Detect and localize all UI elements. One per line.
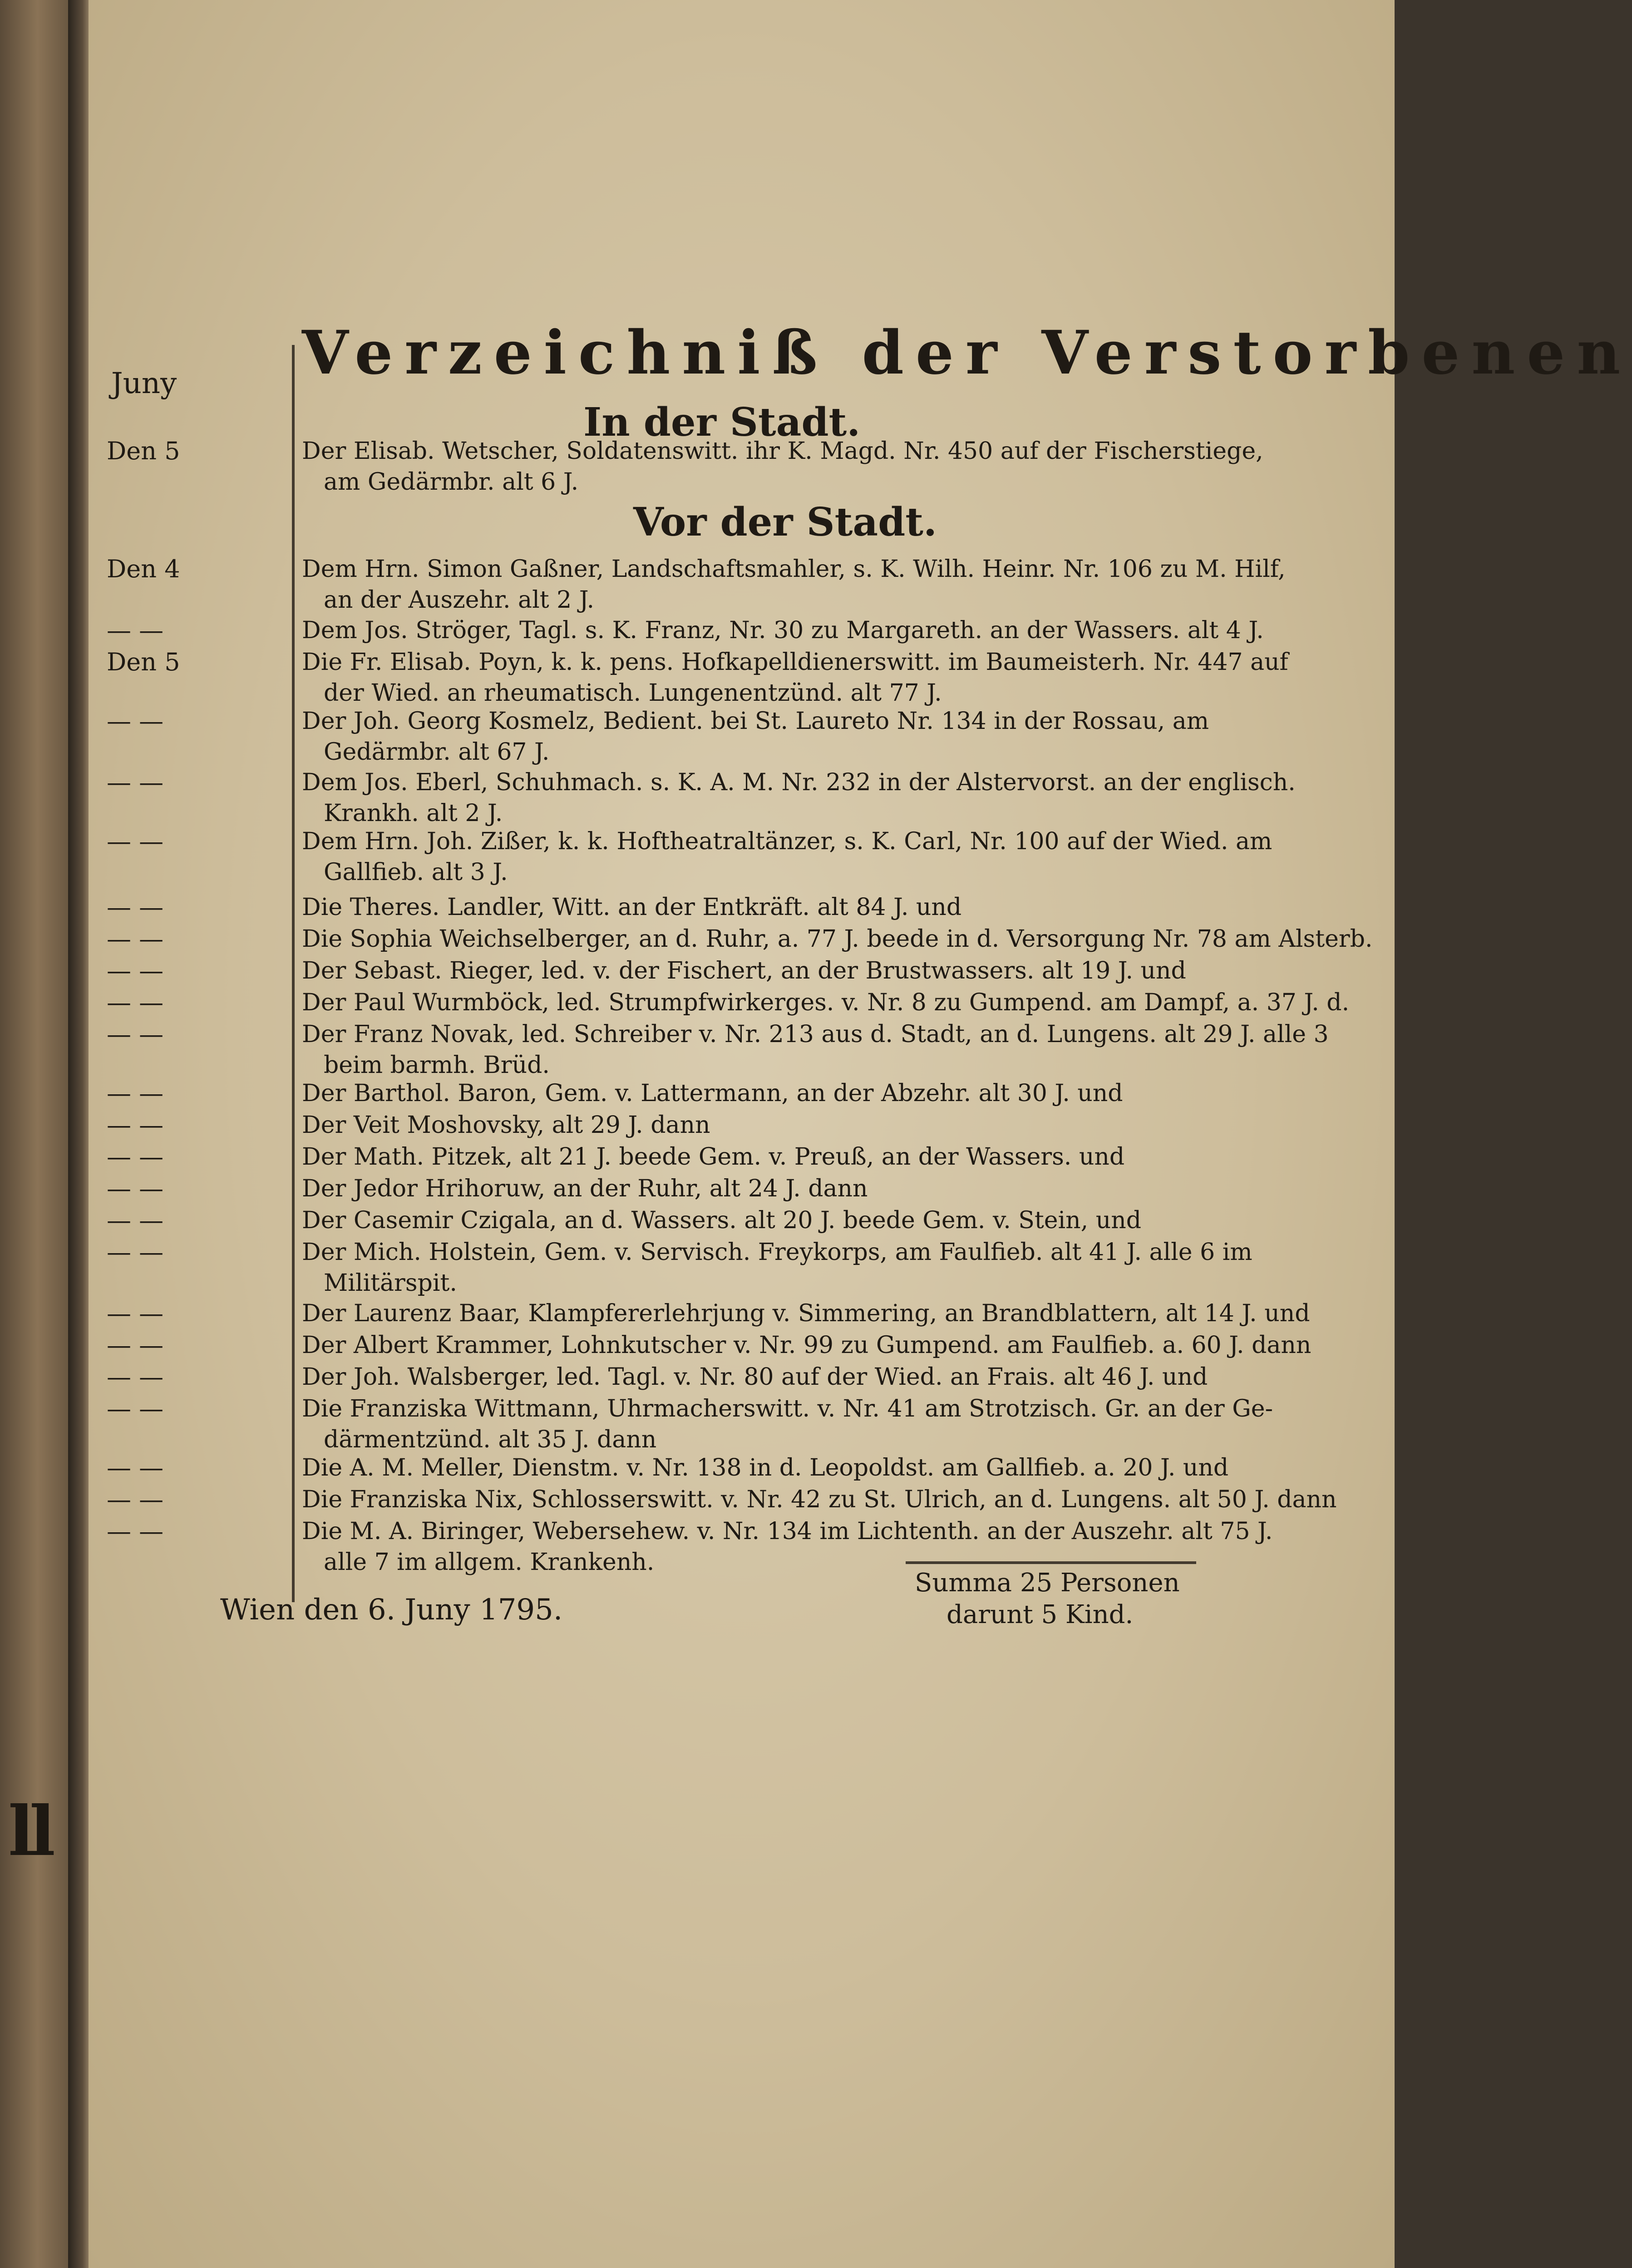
entry-day-note: — —	[107, 1238, 164, 1266]
register-entry	[302, 554, 1286, 615]
entry-line: Die M. A. Biringer, Webersehew. v. Nr. 134 im Lichtenth. an der Auszehr. alt 75 J.	[302, 1518, 1273, 1545]
entry-line: Krankh. alt 2 J.	[324, 800, 503, 827]
entry-day-note: — —	[107, 1142, 164, 1171]
entry-line: Der Joh. Walsberger, led. Tagl. v. Nr. 80 auf der Wied. an Frais. alt 46 J. und	[302, 1363, 1208, 1391]
entry-line: Der Elisab. Wetscher, Soldatenswitt. ihr K. Magd. Nr. 450 auf der Fischerstiege,	[302, 438, 1263, 465]
entry-day-note: — —	[107, 1331, 164, 1359]
entry-day-note: — —	[107, 1299, 164, 1328]
section-heading-suburbs: Vor der Stadt.	[633, 499, 937, 545]
entry-line: Der Paul Wurmböck, led. Strumpfwirkerges. v. Nr. 8 zu Gumpend. am Dampf, a. 37 J. d.	[302, 989, 1350, 1016]
register-entry	[302, 955, 1264, 986]
entry-day-note: — —	[107, 1363, 164, 1391]
register-entry	[302, 826, 1272, 888]
book-gutter	[68, 0, 89, 2268]
register-entry	[302, 1141, 1264, 1172]
entry-line: Die A. M. Meller, Dienstm. v. Nr. 138 in d. Leopoldst. am Gallfieb. a. 20 J. und	[302, 1454, 1229, 1481]
month-label: Juny	[111, 367, 177, 400]
entry-day-note: — —	[107, 1394, 164, 1423]
entry-line: Gallfieb. alt 3 J.	[324, 859, 508, 886]
register-entry	[302, 1019, 1329, 1081]
entry-day-note: — —	[107, 616, 164, 644]
place-date: Wien den 6. Juny 1795.	[220, 1593, 563, 1627]
entry-line: Der Veit Moshovsky, alt 29 J. dann	[302, 1112, 710, 1139]
entry-line: Der Barthol. Baron, Gem. v. Lattermann, an der Abzehr. alt 30 J. und	[302, 1080, 1123, 1107]
entry-line: beim barmh. Brüd.	[324, 1052, 550, 1079]
register-entry	[302, 1298, 1310, 1329]
entry-line: Der Casemir Czigala, an d. Wassers. alt 20 J. beede Gem. v. Stein, und	[302, 1207, 1141, 1234]
entry-line: Die Theres. Landler, Witt. an der Entkräft. alt 84 J. und	[302, 894, 962, 921]
entry-line: Der Franz Novak, led. Schreiber v. Nr. 213 aus d. Stadt, an d. Lungens. alt 29 J. alle 3	[302, 1021, 1329, 1048]
entry-day-note: Den 5	[107, 648, 180, 676]
entry-line: Der Math. Pitzek, alt 21 J. beede Gem. v. Preuß, an der Wassers. und	[302, 1143, 1125, 1171]
entry-day-note: — —	[107, 988, 164, 1017]
entry-day-note: Den 5	[107, 437, 180, 465]
register-entry	[302, 1078, 1264, 1109]
entry-day-note: — —	[107, 827, 164, 856]
summary-total: Summa 25 Personen	[915, 1568, 1180, 1598]
entry-line: an der Auszehr. alt 2 J.	[324, 586, 595, 614]
register-entry	[302, 1330, 1312, 1361]
entry-line: Die Franziska Nix, Schlosserswitt. v. Nr. 42 zu St. Ulrich, an d. Lungens. alt 50 J. dann	[302, 1486, 1337, 1513]
entry-line: Der Laurenz Baar, Klampfererlehrjung v. Simmering, an Brandblattern, alt 14 J. und	[302, 1300, 1310, 1327]
entry-day-note: — —	[107, 707, 164, 735]
section-heading-city: In der Stadt.	[583, 399, 861, 445]
entry-day-note: — —	[107, 1485, 164, 1514]
entry-line: Militärspit.	[324, 1269, 457, 1297]
register-entry	[302, 1452, 1264, 1483]
register-entry	[302, 767, 1296, 829]
left-page-edge	[0, 0, 68, 2268]
entry-line: Der Jedor Hrihoruw, an der Ruhr, alt 24 J. dann	[302, 1175, 868, 1202]
entry-day-note: — —	[107, 768, 164, 797]
entry-line: Der Sebast. Rieger, led. v. der Fischert, an der Brustwassers. alt 19 J. und	[302, 957, 1186, 984]
entry-line: Der Albert Krammer, Lohnkutscher v. Nr. 99 zu Gumpend. am Faulfieb. a. 60 J. dann	[302, 1332, 1312, 1359]
page-title: Verzeichniß der Verstorbenen	[302, 318, 1632, 388]
register-entry	[302, 706, 1264, 767]
entry-line: Gedärmbr. alt 67 J.	[324, 738, 550, 766]
register-entry	[302, 1393, 1273, 1455]
entry-day-note: — —	[107, 1517, 164, 1545]
entry-line: Die Sophia Weichselberger, an d. Ruhr, a. 77 J. beede in d. Versorgung Nr. 78 am Alsterb.	[302, 925, 1373, 953]
register-entry	[302, 987, 1350, 1018]
entry-day-note: — —	[107, 1174, 164, 1203]
entry-day-note: Den 4	[107, 555, 180, 583]
register-entry	[302, 924, 1373, 954]
entry-line: Dem Hrn. Joh. Zißer, k. k. Hoftheatraltänzer, s. K. Carl, Nr. 100 auf der Wied. am	[302, 828, 1272, 855]
margin-rule	[292, 345, 295, 1602]
entry-day-note: — —	[107, 1206, 164, 1235]
entry-day-note: — —	[107, 956, 164, 985]
entry-line: Dem Hrn. Simon Gaßner, Landschaftsmahler, s. K. Wilh. Heinr. Nr. 106 zu M. Hilf,	[302, 556, 1286, 583]
entry-line: Die Fr. Elisab. Poyn, k. k. pens. Hofkapelldienerswitt. im Baumeisterh. Nr. 447 auf	[302, 649, 1288, 676]
entry-day-note: — —	[107, 893, 164, 921]
register-entry	[302, 1484, 1337, 1515]
register-entry	[302, 436, 1264, 497]
register-entry	[302, 615, 1264, 646]
entry-line: am Gedärmbr. alt 6 J.	[324, 468, 579, 496]
entry-line: Der Mich. Holstein, Gem. v. Servisch. Freykorps, am Faulfieb. alt 41 J. alle 6 im	[302, 1239, 1252, 1266]
entry-line: Der Joh. Georg Kosmelz, Bedient. bei St. Laureto Nr. 134 in der Rossau, am	[302, 708, 1209, 735]
entry-day-note: — —	[107, 1111, 164, 1139]
summary-children: darunt 5 Kind.	[947, 1600, 1134, 1629]
entry-day-note: — —	[107, 1020, 164, 1048]
register-entry	[302, 647, 1288, 708]
entry-day-note: — —	[107, 925, 164, 953]
entry-day-note: — —	[107, 1079, 164, 1107]
register-entry	[302, 1362, 1264, 1392]
entry-line: alle 7 im allgem. Krankenh.	[324, 1549, 655, 1576]
document-page	[89, 0, 1632, 2268]
register-entry	[302, 1110, 1264, 1141]
entry-line: der Wied. an rheumatisch. Lungenentzünd. alt 77 J.	[324, 679, 942, 707]
register-entry	[302, 892, 1264, 923]
entry-day-note: — —	[107, 1453, 164, 1482]
register-entry	[302, 1237, 1264, 1299]
summary-rule	[906, 1561, 1196, 1564]
register-entry	[302, 1173, 1264, 1204]
register-entry	[302, 1205, 1264, 1236]
entry-line: därmentzünd. alt 35 J. dann	[324, 1426, 657, 1453]
entry-line: Dem Jos. Ströger, Tagl. s. K. Franz, Nr. 30 zu Margareth. an der Wassers. alt 4 J.	[302, 617, 1264, 644]
left-page-text-fragment: ll	[8, 1791, 51, 1871]
entry-line: Dem Jos. Eberl, Schuhmach. s. K. A. M. Nr. 232 in der Alstervorst. an der englisch.	[302, 769, 1296, 796]
entry-line: Die Franziska Wittmann, Uhrmacherswitt. v. Nr. 41 am Strotzisch. Gr. an der Ge-	[302, 1395, 1273, 1422]
